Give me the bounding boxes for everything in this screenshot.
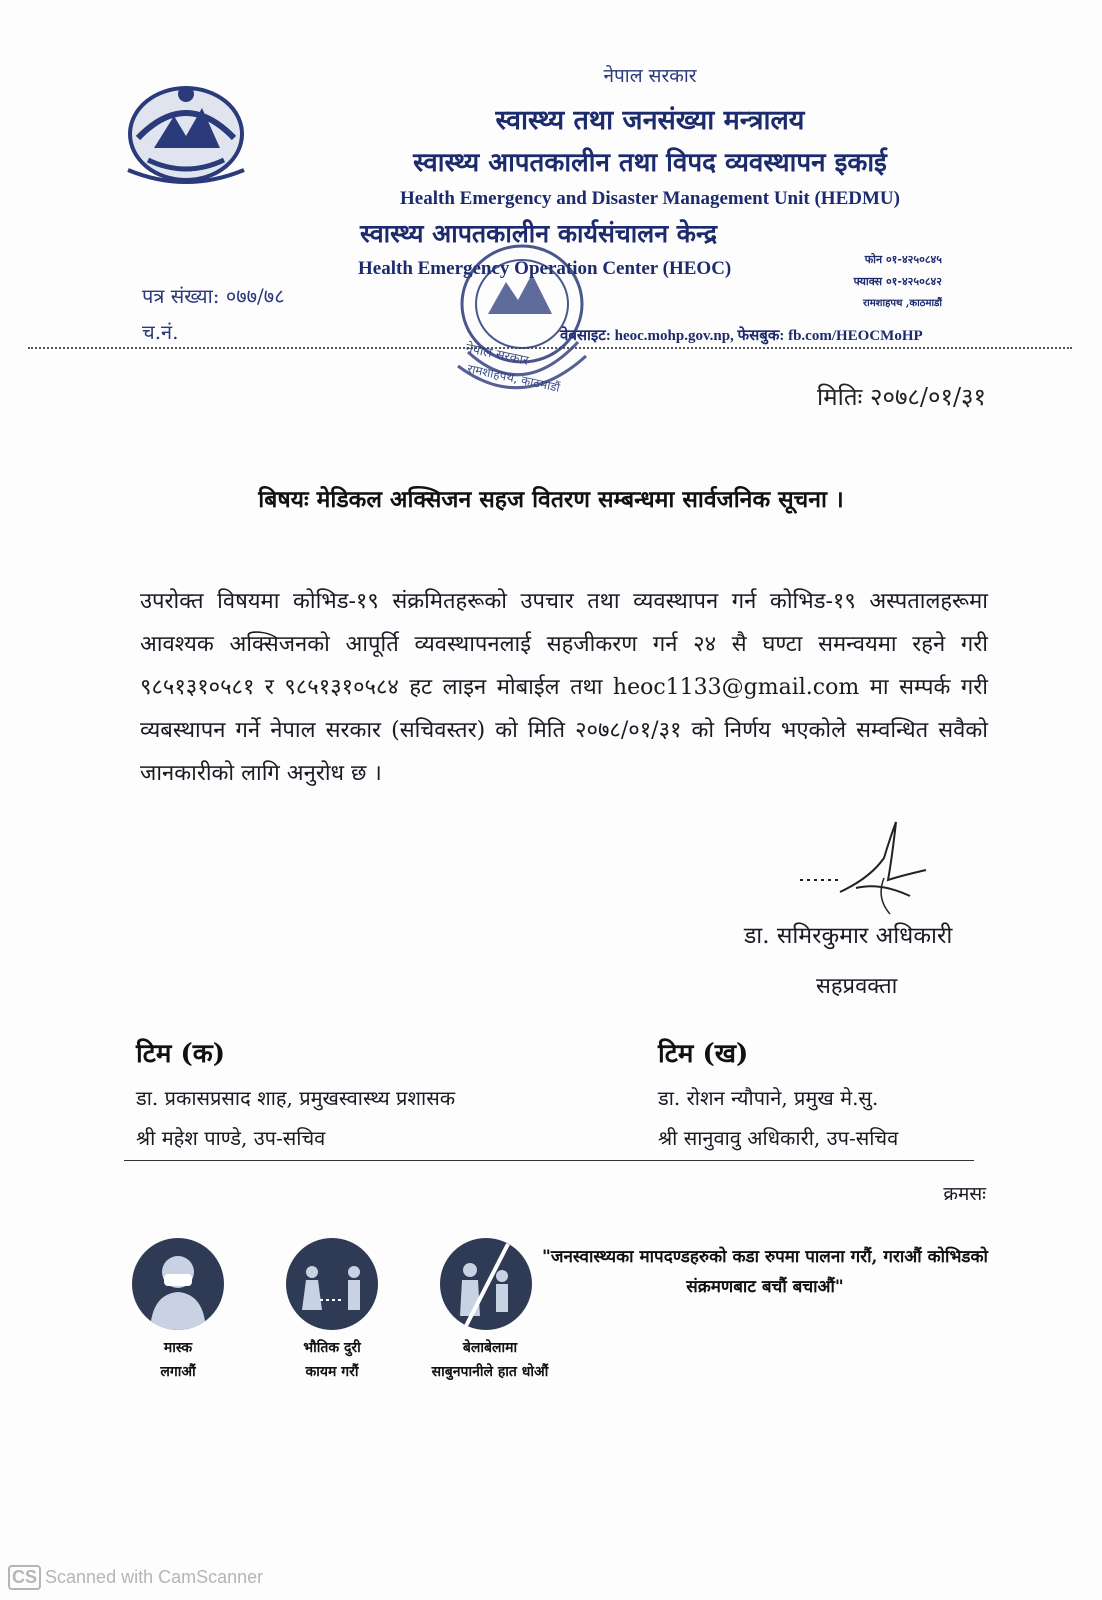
team-a-member: डा. प्रकासप्रसाद शाह, प्रमुखस्वास्थ्य प्रशासक	[136, 1086, 456, 1110]
continued-label: क्रमसः	[943, 1183, 986, 1205]
camscanner-logo-icon: CS	[8, 1565, 41, 1590]
mask-icon	[132, 1238, 224, 1330]
svg-text:रामशाहपथ, काठमाडौं: रामशाहपथ, काठमाडौं	[466, 361, 562, 395]
subject-line: बिषयः मेडिकल अक्सिजन सहज वितरण सम्बन्धमा सार्वजनिक सूचना ।	[258, 486, 844, 513]
physical-distance-icon	[286, 1238, 378, 1330]
hand-wash-icon	[440, 1238, 532, 1330]
unit-title-english: Health Emergency and Disaster Management Unit (HEDMU)	[400, 188, 900, 209]
heoc-title-nepali: स्वास्थ्य आपतकालीन कार्यसंचालन केन्द्र	[360, 219, 718, 248]
signature-icon	[800, 818, 930, 918]
letter-date: मितिः २०७८/०१/३१	[817, 383, 986, 411]
heoc-title-english: Health Emergency Operation Center (HEOC)	[358, 258, 732, 279]
camscanner-watermark	[8, 1565, 263, 1590]
team-b-member: डा. रोशन न्यौपाने, प्रमुख मे.सु.	[658, 1086, 879, 1110]
hand-wash-label: बेलाबेलामा साबुनपानीले हात धोऔं	[431, 1340, 549, 1380]
signatory-role: सहप्रवक्ता	[816, 974, 898, 999]
government-label: नेपाल सरकार	[603, 65, 697, 87]
letter-number: पत्र संख्या: ०७७/७८	[142, 284, 285, 308]
official-stamp-icon	[448, 232, 596, 402]
team-b-title: टिम (ख)	[658, 1039, 749, 1069]
signatory-name: डा. समिरकुमार अधिकारी	[744, 923, 953, 949]
unit-title-nepali: स्वास्थ्य आपतकालीन तथा विपद व्यवस्थापन इकाई	[413, 148, 887, 178]
notice-body: उपरोक्त विषयमा कोभिड-१९ संक्रमितहरूको उपचार तथा व्यवस्थापन गर्न कोभिड-१९ अस्पतालहरूमा आवश्यक अक्सिजनको आपूर्ति व्यवस्थापनलाई सहजीकरण गर्न २४ सै घण्टा समन्वयमा रहने गरी ९८५१३१०५८१ र ९८५१३१०५८४ हट लाइन मोबाईल तथा heoc1133@gmail.com मा सम्पर्क गरी व्यबस्थापन गर्ने नेपाल सरकार (सचिवस्तर) को मिति २०७८/०१/३१ को निर्णय भएकोले सम्वन्धित सवैको जानकारीको लागि अनुरोध छ ।	[140, 589, 988, 786]
office-address: रामशाहपथ ,काठमाडौं	[863, 298, 942, 309]
team-a-member: श्री महेश पाण्डे, उप-सचिव	[136, 1126, 326, 1150]
ministry-title: स्वास्थ्य तथा जनसंख्या मन्त्रालय	[495, 105, 805, 136]
watermark-text: Scanned with CamScanner	[45, 1567, 264, 1587]
team-b-member: श्री सानुवावु अधिकारी, उप-सचिव	[658, 1126, 899, 1150]
fax-number: फ्याक्स ०१-४२५०८४२	[853, 275, 942, 288]
team-a-title: टिम (क)	[136, 1039, 226, 1069]
phone-number: फोन ०१-४२५०८४५	[864, 253, 942, 266]
footer-divider	[124, 1160, 974, 1161]
dispatch-number: च.नं.	[142, 320, 179, 344]
physical-distance-label: भौतिक दुरी कायम गरौं	[303, 1340, 361, 1380]
nepal-government-emblem-icon	[124, 78, 248, 188]
mask-label: मास्क लगाऔं	[160, 1340, 196, 1380]
svg-text:नेपाल सरकार: नेपाल सरकार	[464, 340, 530, 369]
public-health-slogan: "जनस्वास्थ्यका मापदण्डहरुको कडा रुपमा पालना गरौं, गराऔं कोभिडको संक्रमणबाट बचौं बचाऔं"	[542, 1247, 988, 1297]
website-and-facebook: वेबसाइट: heoc.mohp.gov.np, फेसबुक: fb.com/HEOCMoHP	[560, 328, 923, 344]
